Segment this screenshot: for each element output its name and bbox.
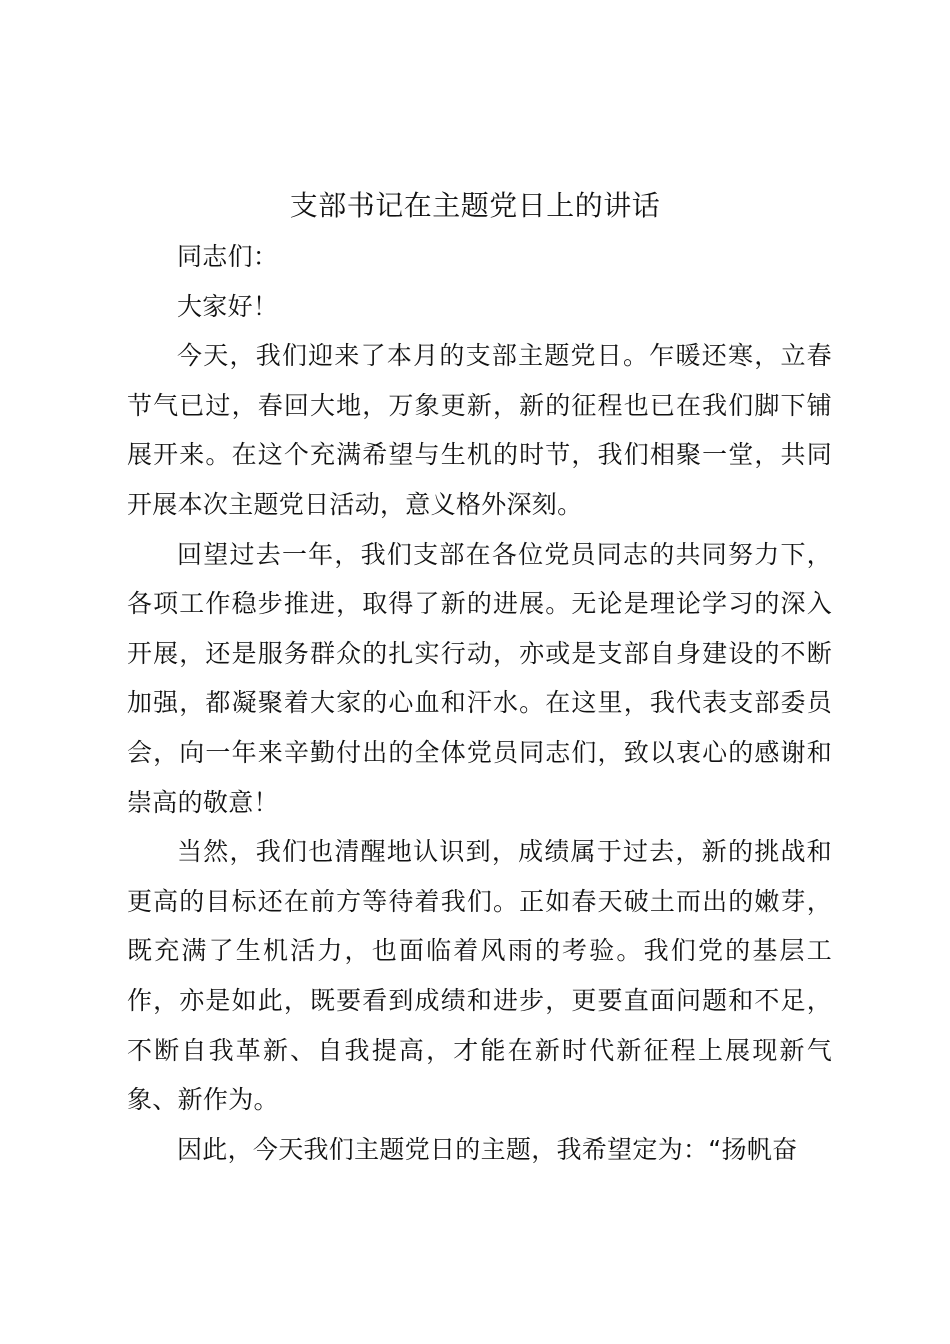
paragraph: 回望过去一年，我们支部在各位党员同志的共同努力下，各项工作稳步推进，取得了新的进展。无论是理论学习的深入开展，还是服务群众的扎实行动，亦或是支部自身建设的不断加强，都凝聚着大家的心血和汗水。在这里，我代表支部委员会，向一年来辛勤付出的全体党员同志们，致以衷心的感谢和崇高的敬意！: [127, 539, 832, 817]
salutation: 同志们：: [177, 242, 279, 271]
document-title: 支部书记在主题党日上的讲话: [289, 189, 661, 222]
document-body: [127, 232, 832, 1174]
paragraph: 当然，我们也清醒地认识到，成绩属于过去，新的挑战和更高的目标还在前方等待着我们。正如春天破土而出的嫩芽，既充满了生机活力，也面临着风雨的考验。我们党的基层工作，亦是如此，既要看到成绩和进步，更要直面问题和不足，不断自我革新、自我提高，才能在新时代新征程上展现新气象、新作为。: [127, 837, 832, 1115]
paragraph: 因此，今天我们主题党日的主题，我希望定为：“扬帆奋: [177, 1134, 798, 1164]
paragraph: 今天，我们迎来了本月的支部主题党日。乍暖还寒，立春节气已过，春回大地，万象更新，新的征程也已在我们脚下铺展开来。在这个充满希望与生机的时节，我们相聚一堂，共同开展本次主题党日活动，意义格外深刻。: [127, 341, 832, 519]
greeting: 大家好！: [177, 291, 279, 321]
